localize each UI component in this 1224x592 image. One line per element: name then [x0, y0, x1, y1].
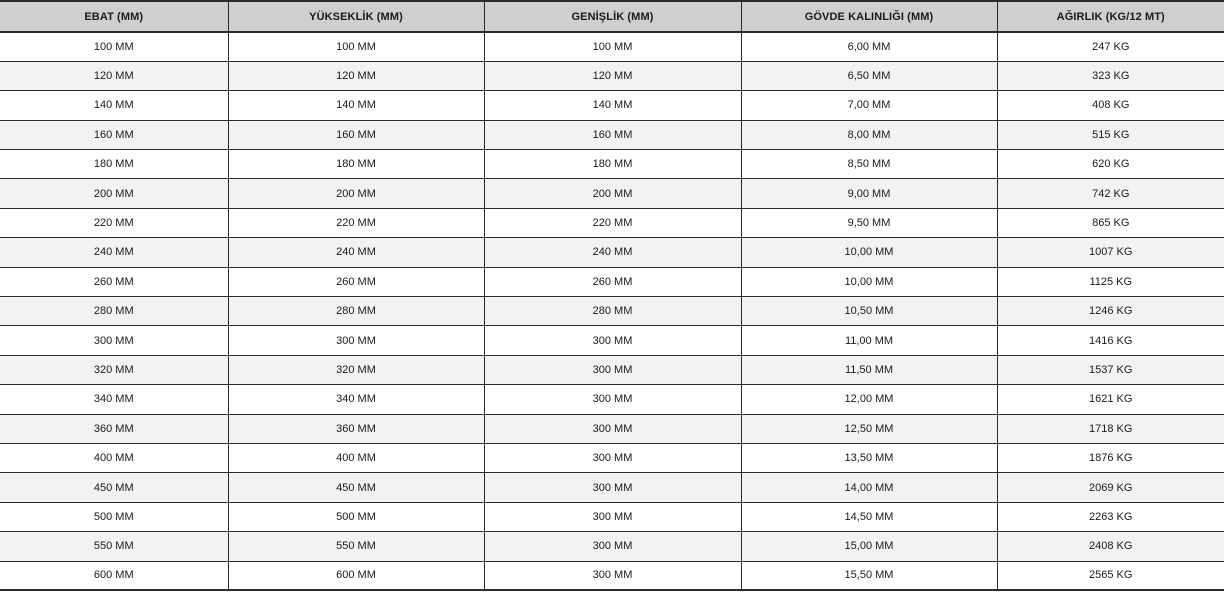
cell-weight: 408 KG [997, 91, 1224, 120]
header-weight: AĞIRLIK (KG/12 MT) [997, 1, 1224, 32]
cell-height: 100 MM [228, 32, 484, 61]
cell-size: 360 MM [0, 414, 228, 443]
table-row [0, 355, 1224, 384]
cell-height: 240 MM [228, 238, 484, 267]
cell-size: 260 MM [0, 267, 228, 296]
cell-web-thickness: 12,50 MM [741, 414, 997, 443]
cell-web-thickness: 15,00 MM [741, 532, 997, 561]
cell-size: 280 MM [0, 297, 228, 326]
header-height: YÜKSEKLİK (MM) [228, 1, 484, 32]
cell-height: 120 MM [228, 61, 484, 90]
cell-size: 550 MM [0, 532, 228, 561]
cell-height: 340 MM [228, 385, 484, 414]
table-row [0, 443, 1224, 472]
cell-width: 300 MM [484, 385, 741, 414]
cell-weight: 620 KG [997, 150, 1224, 179]
cell-web-thickness: 14,50 MM [741, 502, 997, 531]
cell-weight: 1718 KG [997, 414, 1224, 443]
table-row [0, 473, 1224, 502]
cell-height: 160 MM [228, 120, 484, 149]
cell-size: 450 MM [0, 473, 228, 502]
cell-size: 180 MM [0, 150, 228, 179]
cell-width: 300 MM [484, 414, 741, 443]
cell-height: 260 MM [228, 267, 484, 296]
cell-width: 240 MM [484, 238, 741, 267]
cell-height: 360 MM [228, 414, 484, 443]
cell-size: 220 MM [0, 208, 228, 237]
cell-height: 280 MM [228, 297, 484, 326]
cell-size: 140 MM [0, 91, 228, 120]
header-web-thickness: GÖVDE KALINLIĞI (MM) [741, 1, 997, 32]
cell-weight: 865 KG [997, 208, 1224, 237]
cell-weight: 1876 KG [997, 443, 1224, 472]
cell-web-thickness: 9,00 MM [741, 179, 997, 208]
table-row [0, 179, 1224, 208]
table-row [0, 208, 1224, 237]
cell-size: 300 MM [0, 326, 228, 355]
cell-size: 100 MM [0, 32, 228, 61]
table-row [0, 502, 1224, 531]
cell-height: 320 MM [228, 355, 484, 384]
cell-weight: 1621 KG [997, 385, 1224, 414]
cell-width: 160 MM [484, 120, 741, 149]
cell-web-thickness: 7,00 MM [741, 91, 997, 120]
cell-size: 120 MM [0, 61, 228, 90]
cell-size: 600 MM [0, 561, 228, 590]
cell-size: 340 MM [0, 385, 228, 414]
cell-web-thickness: 10,50 MM [741, 297, 997, 326]
cell-width: 280 MM [484, 297, 741, 326]
header-row [0, 1, 1224, 32]
cell-web-thickness: 10,00 MM [741, 267, 997, 296]
cell-width: 300 MM [484, 502, 741, 531]
cell-width: 260 MM [484, 267, 741, 296]
cell-weight: 2263 KG [997, 502, 1224, 531]
header-width: GENİŞLİK (MM) [484, 1, 741, 32]
cell-web-thickness: 11,50 MM [741, 355, 997, 384]
cell-size: 320 MM [0, 355, 228, 384]
cell-weight: 1125 KG [997, 267, 1224, 296]
cell-size: 240 MM [0, 238, 228, 267]
table-row [0, 120, 1224, 149]
cell-width: 220 MM [484, 208, 741, 237]
cell-width: 180 MM [484, 150, 741, 179]
table-row [0, 297, 1224, 326]
cell-web-thickness: 13,50 MM [741, 443, 997, 472]
cell-height: 180 MM [228, 150, 484, 179]
cell-weight: 1007 KG [997, 238, 1224, 267]
cell-height: 140 MM [228, 91, 484, 120]
table-row [0, 561, 1224, 590]
table-row [0, 238, 1224, 267]
table-row [0, 532, 1224, 561]
cell-width: 300 MM [484, 561, 741, 590]
table-header [0, 1, 1224, 32]
cell-web-thickness: 8,00 MM [741, 120, 997, 149]
cell-height: 400 MM [228, 443, 484, 472]
cell-height: 200 MM [228, 179, 484, 208]
cell-weight: 323 KG [997, 61, 1224, 90]
table-row [0, 61, 1224, 90]
cell-web-thickness: 9,50 MM [741, 208, 997, 237]
cell-width: 300 MM [484, 355, 741, 384]
cell-web-thickness: 10,00 MM [741, 238, 997, 267]
cell-height: 600 MM [228, 561, 484, 590]
cell-web-thickness: 8,50 MM [741, 150, 997, 179]
cell-height: 450 MM [228, 473, 484, 502]
cell-weight: 1246 KG [997, 297, 1224, 326]
cell-weight: 2408 KG [997, 532, 1224, 561]
table-row [0, 32, 1224, 61]
cell-width: 100 MM [484, 32, 741, 61]
cell-width: 300 MM [484, 473, 741, 502]
cell-height: 220 MM [228, 208, 484, 237]
cell-width: 300 MM [484, 532, 741, 561]
table-body [0, 32, 1224, 590]
cell-weight: 2069 KG [997, 473, 1224, 502]
table-row [0, 91, 1224, 120]
cell-size: 400 MM [0, 443, 228, 472]
table-row [0, 150, 1224, 179]
cell-height: 500 MM [228, 502, 484, 531]
cell-weight: 2565 KG [997, 561, 1224, 590]
cell-width: 140 MM [484, 91, 741, 120]
cell-weight: 515 KG [997, 120, 1224, 149]
cell-width: 300 MM [484, 443, 741, 472]
cell-web-thickness: 12,00 MM [741, 385, 997, 414]
table-row [0, 385, 1224, 414]
cell-weight: 1416 KG [997, 326, 1224, 355]
cell-web-thickness: 6,00 MM [741, 32, 997, 61]
cell-size: 160 MM [0, 120, 228, 149]
table-row [0, 414, 1224, 443]
cell-height: 300 MM [228, 326, 484, 355]
cell-web-thickness: 14,00 MM [741, 473, 997, 502]
cell-weight: 1537 KG [997, 355, 1224, 384]
cell-web-thickness: 11,00 MM [741, 326, 997, 355]
cell-web-thickness: 6,50 MM [741, 61, 997, 90]
cell-size: 200 MM [0, 179, 228, 208]
cell-height: 550 MM [228, 532, 484, 561]
cell-width: 300 MM [484, 326, 741, 355]
header-size: EBAT (MM) [0, 1, 228, 32]
cell-web-thickness: 15,50 MM [741, 561, 997, 590]
cell-weight: 742 KG [997, 179, 1224, 208]
cell-width: 200 MM [484, 179, 741, 208]
table-row [0, 267, 1224, 296]
cell-size: 500 MM [0, 502, 228, 531]
cell-width: 120 MM [484, 61, 741, 90]
table-row [0, 326, 1224, 355]
cell-weight: 247 KG [997, 32, 1224, 61]
